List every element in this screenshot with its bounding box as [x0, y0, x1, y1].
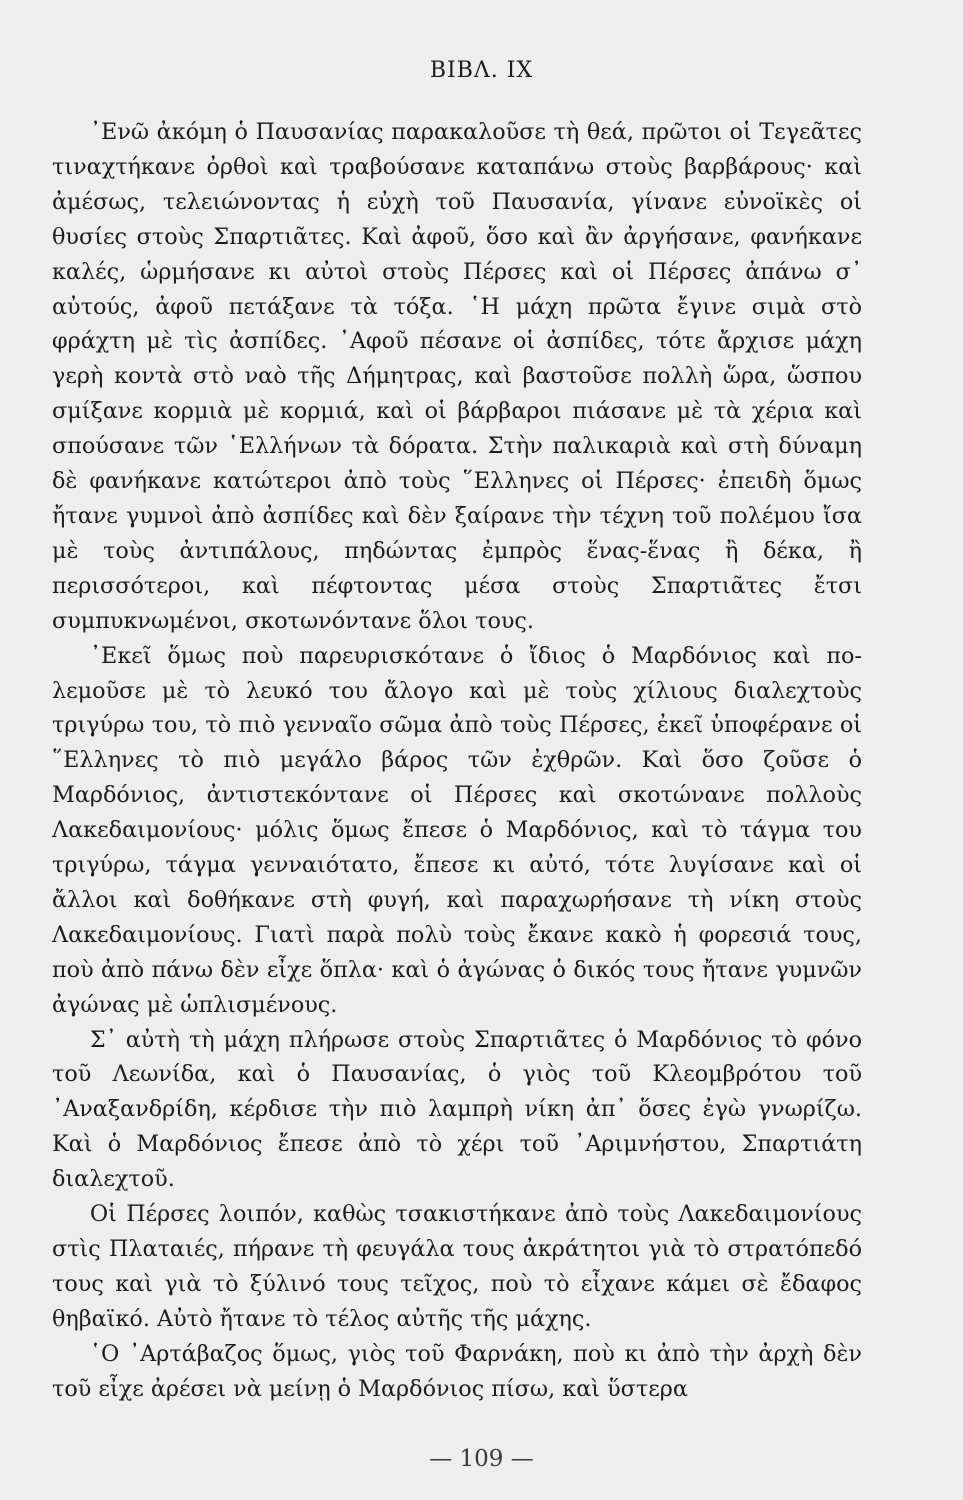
body-text [52, 115, 862, 1407]
paragraph: Σ᾿ αὐτὴ τὴ μάχη πλήρωσε στοὺς Σπαρτιᾶτες ὁ Μαρδόνιος τὸ φόνο τοῦ Λεωνίδα, καὶ ὁ Παυσανίας, ὁ γιὸς τοῦ Κλεομβρότου τοῦ ᾿Αναξανδρίδη, κέρδισε τὴν πιὸ λαμπρὴ νίκη ἀπ᾿ ὅσες ἐγὼ γνωρίζω. Καὶ ὁ Μαρδόνιος ἔπεσε ἀπὸ τὸ χέρι τοῦ ᾿Αριμνήστου, Σπαρτιάτη διαλεχτοῦ. [52, 1026, 862, 1193]
paragraph: ῾Ο ᾿Αρτάβαζος ὅμως, γιὸς τοῦ Φαρνάκη, ποὺ κι ἀπὸ τὴν ἀρχὴ δὲν τοῦ εἶχε ἀρέσει νὰ μείνῃ ὁ Μαρδόνιος πίσω, καὶ ὕστερα [52, 1340, 862, 1402]
paragraph: ᾿Εκεῖ ὅμως ποὺ παρευρισκότανε ὁ ἴδιος ὁ Μαρδόνιος καὶ πολεμοῦσε μὲ τὸ λευκό του ἄλογο καὶ μὲ τοὺς χίλιους διαλεχτοὺς τριγύρω του, τὸ πιὸ γενναῖο σῶμα ἀπὸ τοὺς Πέρσες, ἐκεῖ ὑποφέρανε οἱ ῞Ελληνες τὸ πιὸ μεγάλο βάρος τῶν ἐχθρῶν. Καὶ ὅσο ζοῦσε ὁ Μαρδόνιος, ἀντιστεκόντανε οἱ Πέρσες καὶ σκοτώνανε πολλοὺς Λακεδαιμονίους· μόλις ὅμως ἔπεσε ὁ Μαρδόνιος, καὶ τὸ τάγμα του τριγύρω, τάγμα γενναιότατο, ἔπεσε κι αὐτό, τότε λυγίσανε καὶ οἱ ἄλλοι καὶ δοθήκανε στὴ φυγή, καὶ παραχωρήσανε τὴ νίκη στοὺς Λακεδαιμονίους. Γιατὶ παρὰ πολὺ τοὺς ἔκανε κακὸ ἡ φορεσιά τους, ποὺ ἀπὸ πάνω δὲν εἶχε ὅπλα· καὶ ὁ ἀγώνας ὁ δικός τους ἤτανε γυμνῶν ἀγώνας μὲ ὡπλισμένους. [52, 642, 862, 1018]
paragraph: ᾿Ενῶ ἀκόμη ὁ Παυσανίας παρακαλοῦσε τὴ θεά, πρῶτοι οἱ Τεγεᾶτες τιναχτήκανε ὀρθοὶ καὶ τραβούσανε καταπάνω στοὺς βαρβάρους· καὶ ἀμέσως, τελειώνοντας ἡ εὐχὴ τοῦ Παυσανία, γίνανε εὐνοϊκὲς οἱ θυσίες στοὺς Σπαρτιᾶτες. Καὶ ἀφοῦ, ὅσο καὶ ἂν ἀργήσανε, φανήκανε καλές, ὡρμήσανε κι αὐτοὶ στοὺς Πέρσες καὶ οἱ Πέρσες ἀπάνω σ᾿ αὐτούς, ἀφοῦ πετάξανε τὰ τόξα. ῾Η μάχη πρῶτα ἔγινε σιμὰ στὸ φράχτη μὲ τὶς ἀσπίδες. ᾿Αφοῦ πέσανε οἱ ἀσπίδες, τότε ἄρχισε μάχη γερὴ κοντὰ στὸ ναὸ τῆς Δήμητρας, καὶ βαστοῦσε πολλὴ ὥρα, ὥσπου σμίξανε κορμιὰ μὲ κορμιά, καὶ οἱ βάρβαροι πιάσανε μὲ τὰ χέρια καὶ σπούσανε τῶν ῾Ελλήνων τὰ δόρατα. Στὴν παλικαριὰ καὶ στὴ δύναμη δὲ φανήκανε κατώτεροι ἀπὸ τοὺς ῞Ελληνες οἱ Πέρσες· ἐπειδὴ ὅμως ἤτανε γυμνοὶ ἀπὸ ἀσπίδες καὶ δὲν ξαίρανε τὴν τέχνη τοῦ πολέμου ἴσα μὲ τοὺς ἀντιπάλους, πηδώντας ἐμπρὸς ἕνας-ἕνας ἢ δέκα, ἢ περισσότεροι, καὶ πέφτοντας μέσα στοὺς Σπαρτιᾶτες ἔτσι συμπυκνωμένοι, σκοτωνόντανε ὅλοι τους. [52, 119, 862, 634]
paragraph: Οἱ Πέρσες λοιπόν, καθὼς τσακιστήκανε ἀπὸ τοὺς Λακεδαιμονίους στὶς Πλαταιές, πήρανε τὴ φευγάλα τους ἀκράτητοι γιὰ τὸ στρατόπεδό τους καὶ γιὰ τὸ ξύλινό τους τεῖχος, ποὺ τὸ εἶχανε κάμει σὲ ἔδαφος θηβαϊκό. Αὐτὸ ἤτανε τὸ τέλος αὐτῆς τῆς μάχης. [52, 1201, 862, 1332]
page-number: — 109 — [429, 1446, 534, 1472]
running-header: ΒΙΒΛ. IX [429, 58, 534, 83]
